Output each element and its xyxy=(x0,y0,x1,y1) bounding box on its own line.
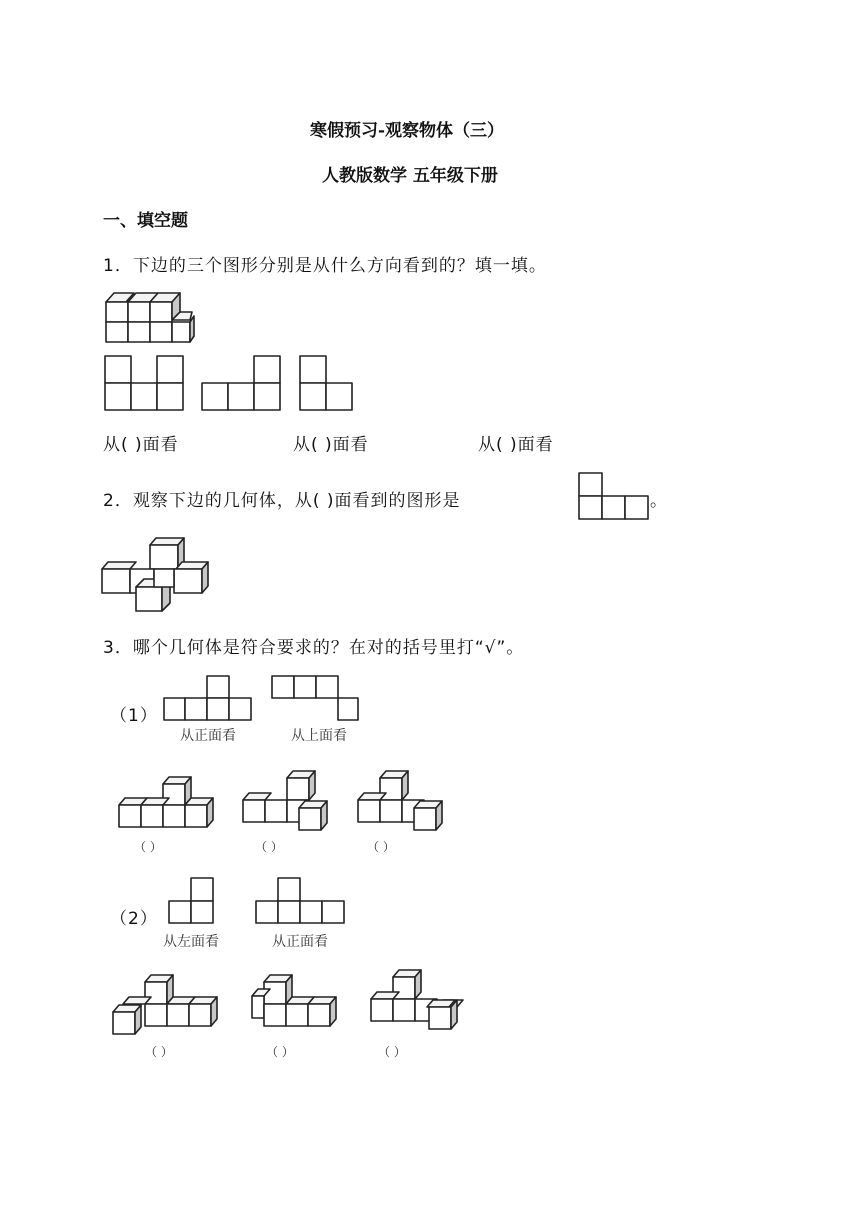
q3-part1-front-view xyxy=(163,675,253,721)
q3-part2-option-a xyxy=(111,972,223,1038)
question-3-prompt: 3．哪个几何体是符合要求的？在对的括号里打“√”。 xyxy=(103,638,525,658)
question-1-prompt: 1．下边的三个图形分别是从什么方向看到的？填一填。 xyxy=(103,256,547,276)
q1-solid-figure xyxy=(104,290,194,345)
q2-period: 。 xyxy=(650,491,668,511)
q3-part2-view-label-front: 从正面看 xyxy=(272,934,328,950)
q1-view-a xyxy=(104,355,184,411)
section-heading: 一、填空题 xyxy=(103,211,188,231)
q3-part2-option-b xyxy=(250,972,346,1034)
q3-part1-option-a xyxy=(117,774,217,830)
q2-view-figure xyxy=(578,472,650,520)
page-title: 寒假预习-观察物体（三） xyxy=(310,121,505,141)
q3-part2-view-label-left: 从左面看 xyxy=(163,934,219,950)
q3-part1-view-label-front: 从正面看 xyxy=(180,728,236,744)
page-subtitle: 人教版数学 五年级下册 xyxy=(322,166,498,186)
q3-part1-option-c xyxy=(356,768,448,832)
q3-part1-answer-c[interactable]: （ ） xyxy=(367,840,395,854)
q3-part1-label: （1） xyxy=(110,706,158,726)
q1-view-c xyxy=(299,355,354,411)
q3-part1-answer-a[interactable]: （ ） xyxy=(134,840,162,854)
q3-part2-answer-b[interactable]: （ ） xyxy=(266,1045,294,1059)
q3-part2-label: （2） xyxy=(110,909,158,929)
q3-part2-answer-a[interactable]: （ ） xyxy=(145,1045,173,1059)
q3-part1-view-label-top: 从上面看 xyxy=(291,728,347,744)
q1-blank-b[interactable]: 从( )面看 xyxy=(293,435,369,455)
q1-blank-a[interactable]: 从( )面看 xyxy=(103,435,179,455)
q3-part1-answer-b[interactable]: （ ） xyxy=(255,840,283,854)
q3-part1-option-b xyxy=(241,768,333,832)
q1-blank-c[interactable]: 从( )面看 xyxy=(478,435,554,455)
q3-part2-left-view xyxy=(168,877,216,925)
q3-part2-answer-c[interactable]: （ ） xyxy=(378,1045,406,1059)
q3-part2-option-c xyxy=(369,967,465,1033)
q2-solid-figure xyxy=(100,537,212,615)
q3-part2-front-view xyxy=(255,877,347,925)
question-2-prompt: 2．观察下边的几何体，从( )面看到的图形是 xyxy=(103,491,461,511)
q1-view-b xyxy=(201,355,281,411)
q3-part1-top-view xyxy=(271,675,361,721)
